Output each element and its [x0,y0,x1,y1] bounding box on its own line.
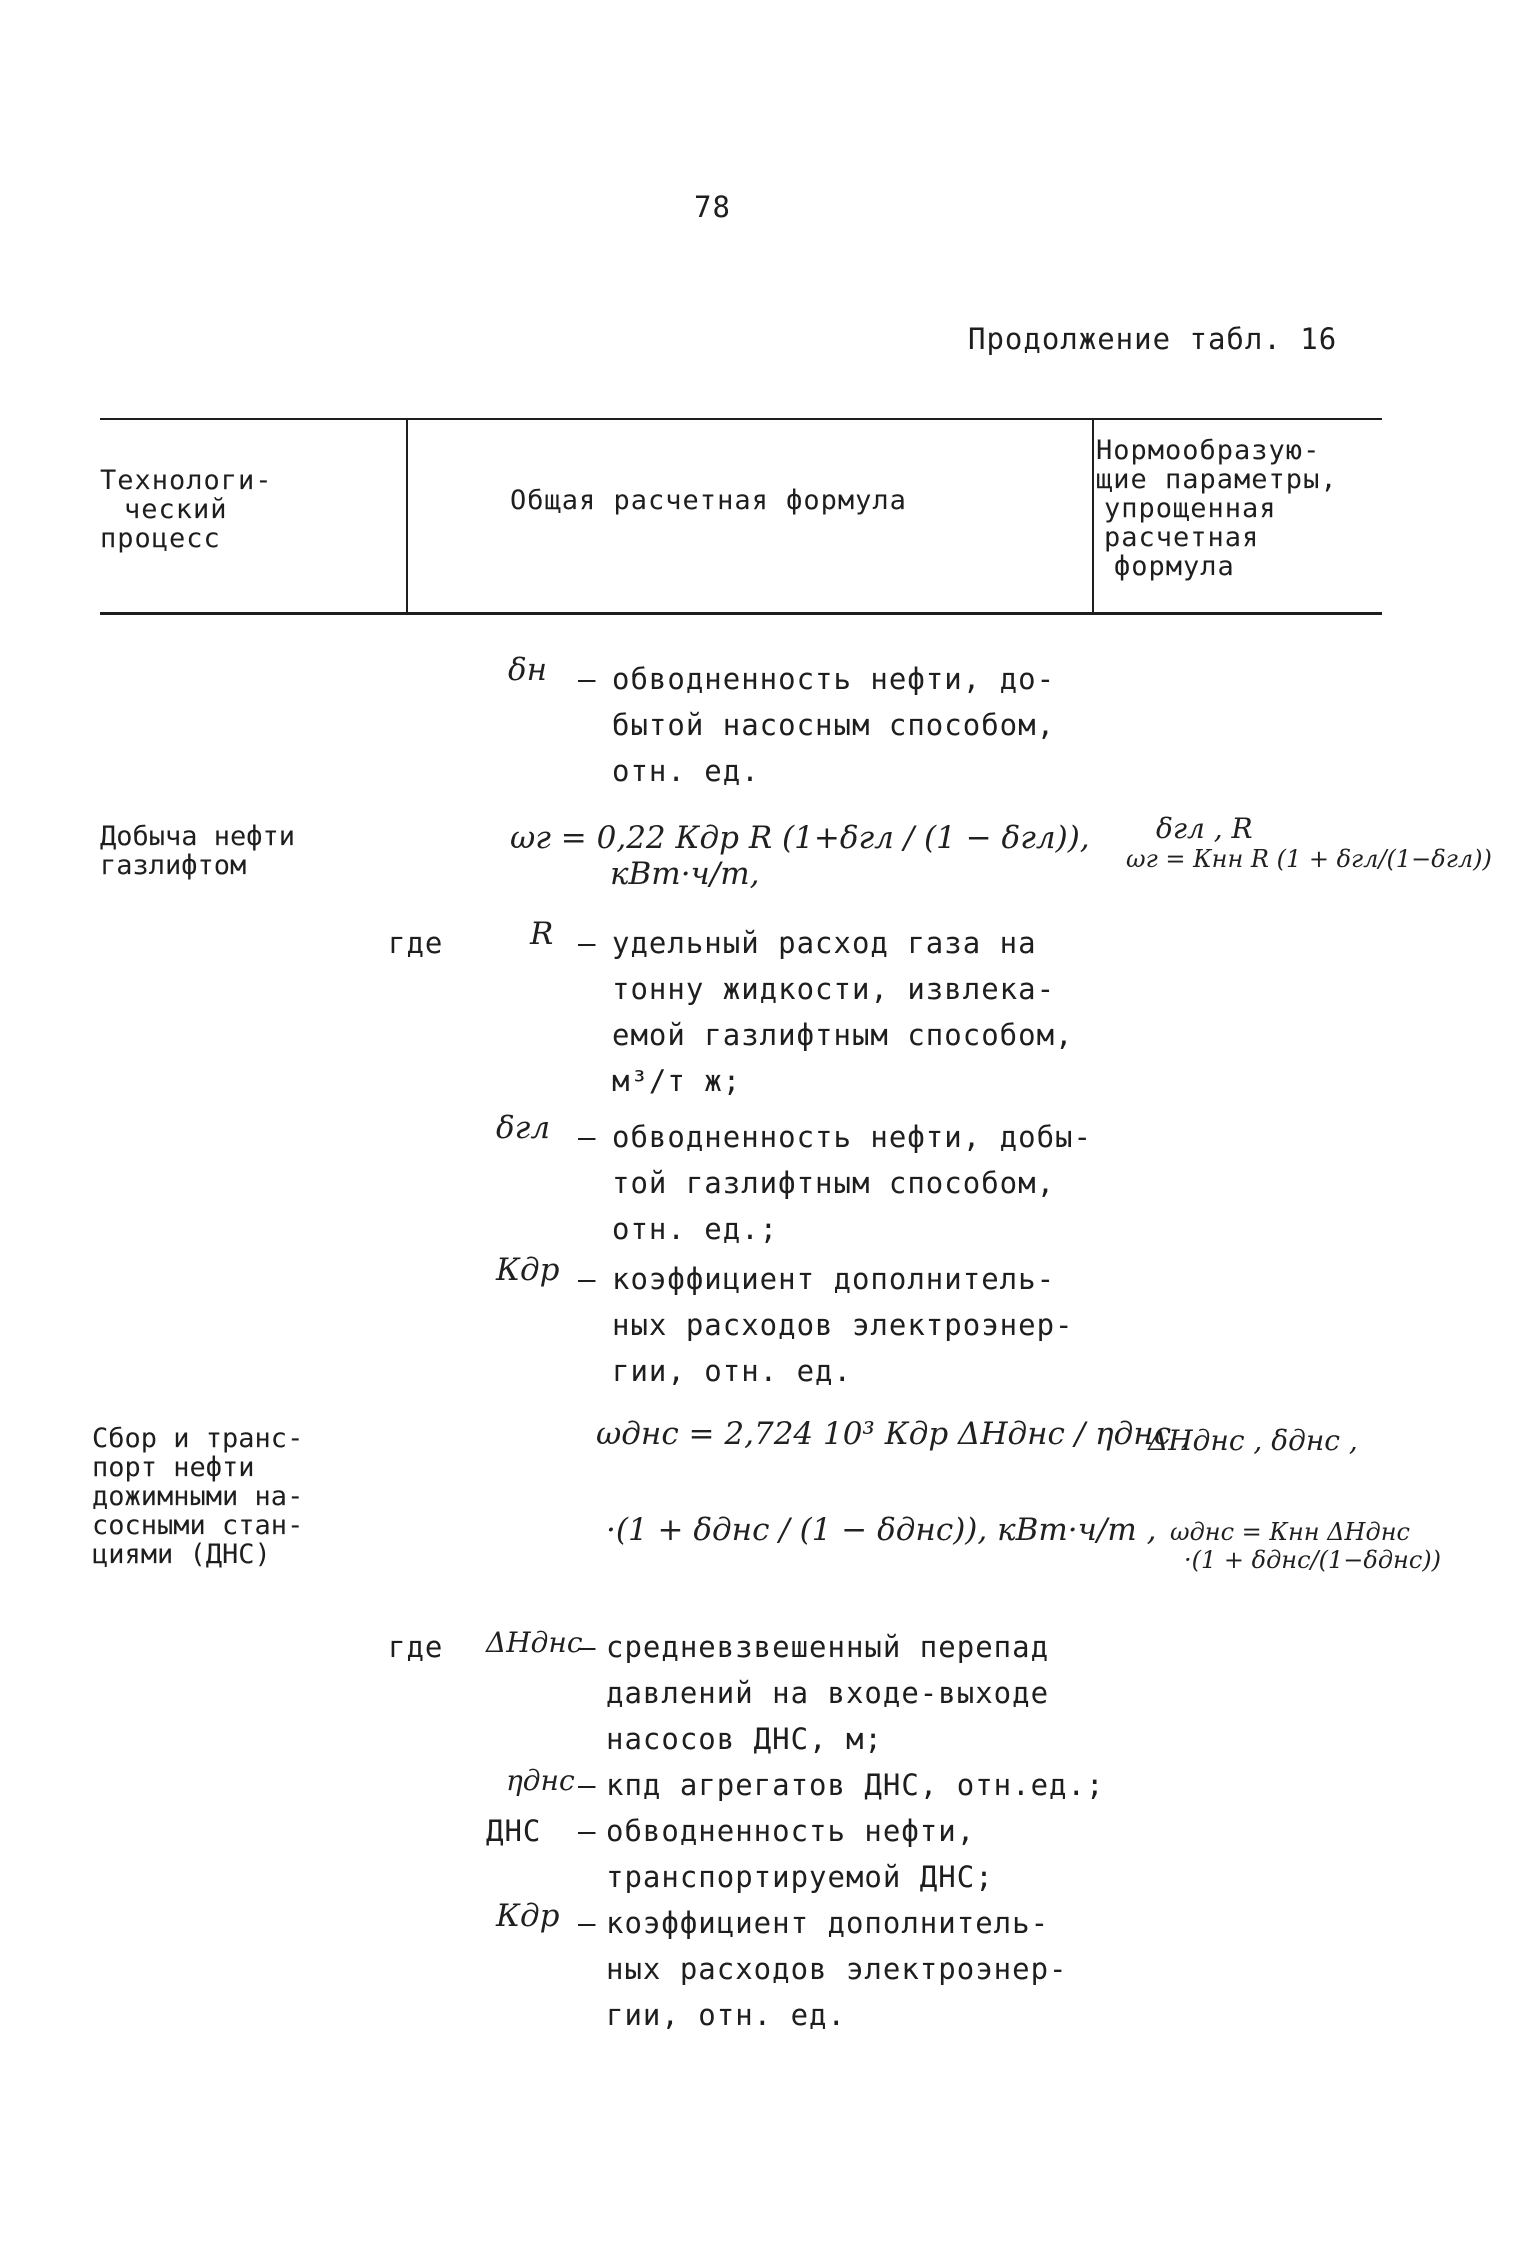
process-dns: Сбор и транс- порт нефти дожимными на- сосными стан- циями (ДНС) [92,1423,304,1570]
def-text-r: удельный расход газа на тонну жидкости, извлека- емой газлифтным способом, м³/т ж; [612,926,1074,1098]
formula-dns-line2: ·(1 + δднс / (1 − δднс)), кВт·ч/т , [606,1512,1157,1548]
def-dash: – [578,662,597,696]
def-symbol-k-dr: Кдр [496,1252,560,1288]
def-symbol-delta-n: δн [508,652,548,688]
def-symbol-k-dr-2: Кдр [496,1898,560,1934]
params-dns-formula: ωднс = Кнн ΔНднс ·(1 + δднс/(1−δднс)) [1170,1518,1442,1574]
def-text-delta-h: средневзвешенный перепад давлений на входе-выходе насосов ДНС, м; [606,1630,1050,1756]
def-symbol-delta-gl: δгл [496,1110,551,1146]
params-gaslift: δгл , R ωг = Кнн R (1 + δгл/(1−δгл)) [1126,812,1492,873]
where-label-dns: где [388,1630,444,1664]
def-symbol-r: R [530,916,554,952]
def-dash: – [578,1906,597,1940]
header-normative-params: Нормообразую- щие параметры, упрощенная расчетная формула [1096,435,1338,582]
table-header-bottom-rule [100,612,1382,615]
table-top-rule [100,418,1382,420]
def-text-k-dr: коэффициент дополнитель- ных расходов электроэнер- гии, отн. ед. [612,1262,1074,1388]
def-dash: – [578,1262,597,1296]
table-continuation-caption: Продолжение табл. 16 [968,322,1338,356]
def-dash: – [578,926,597,960]
def-dash: – [578,1120,597,1154]
column-divider-2 [1092,418,1094,614]
header-process: Технологи- ческий процесс [100,465,273,554]
def-symbol-dns: ДНС [486,1814,542,1848]
def-dash: – [578,1814,597,1848]
column-divider-1 [406,418,408,614]
params-dns-line1: ΔНднс , δднс , [1148,1424,1358,1457]
def-dash: – [578,1630,597,1664]
def-text-delta-gl: обводненность нефти, добы- той газлифтным способом, отн. ед.; [612,1120,1092,1246]
where-label-gaslift: где [388,926,444,960]
process-gaslift: Добыча нефти газлифтом [100,821,296,881]
page-number: 78 [694,190,731,224]
header-general-formula: Общая расчетная формула [510,485,907,516]
def-symbol-delta-h-dns: ΔНднс [486,1626,583,1659]
def-text-k-dr-2: коэффициент дополнитель- ных расходов электроэнер- гии, отн. ед. [606,1906,1068,2032]
formula-gaslift: ωг = 0,22 Кдр R (1+δгл / (1 − δгл)), кВт·ч/т, [510,820,1090,892]
def-dash: – [578,1768,597,1802]
formula-dns-line1: ωднс = 2,724 10³ Кдр ΔНднс / ηднс , [596,1416,1191,1452]
def-text-block1: обводненность нефти, до- бытой насосным способом, отн. ед. [612,662,1056,788]
def-symbol-eta-dns: ηднс [506,1764,575,1797]
def-text-eta: кпд агрегатов ДНС, отн.ед.; [606,1768,1105,1802]
def-text-dns-water: обводненность нефти, транспортируемой ДНС; [606,1814,994,1894]
